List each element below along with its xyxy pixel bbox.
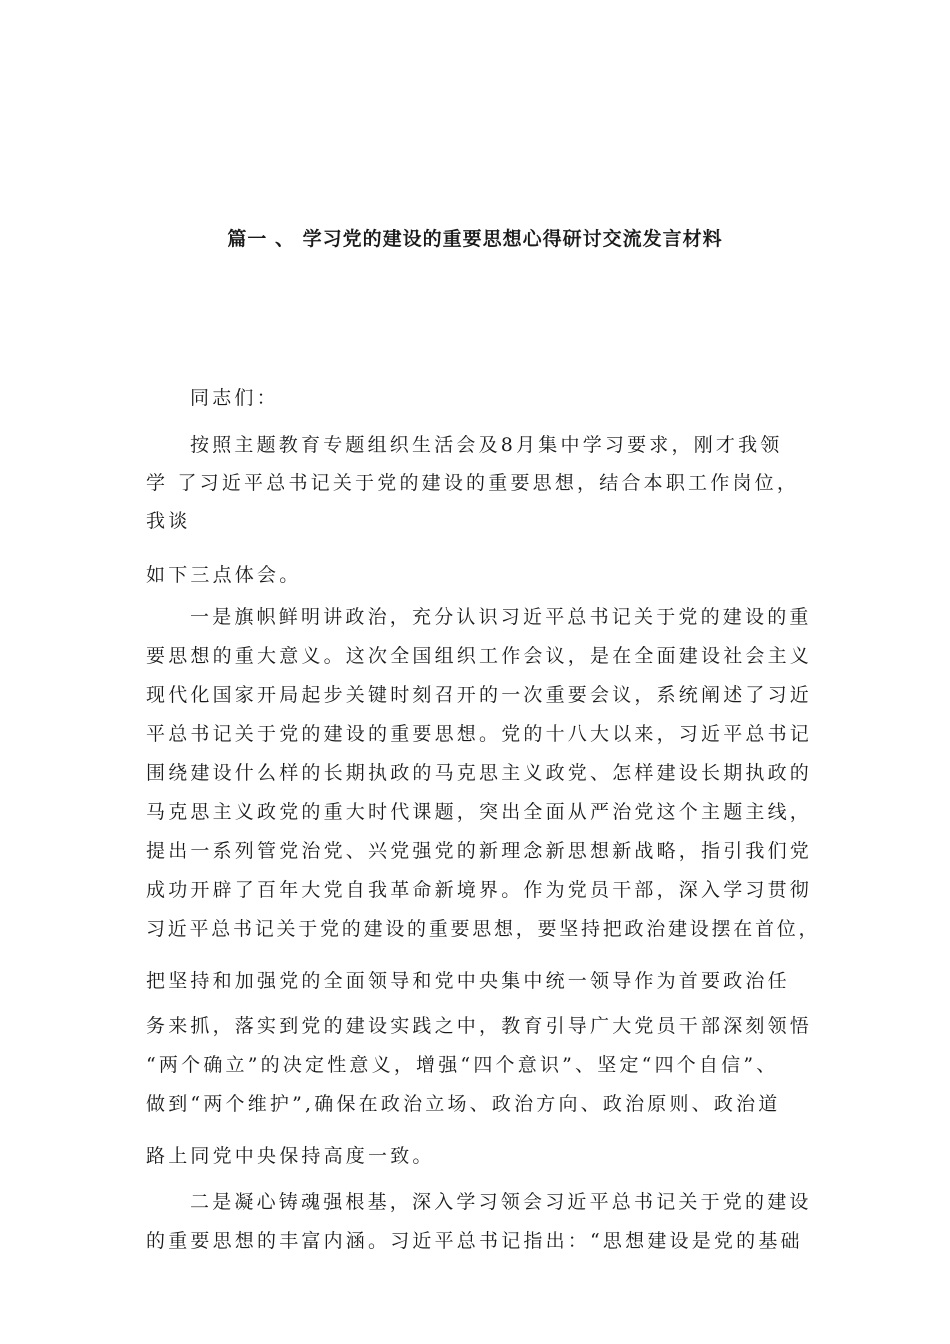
paragraph-line: 按照主题教育专题组织生活会及8月集中学习要求，刚才我领 [190,434,783,456]
paragraph-line: “两个确立”的决定性意义，增强“四个意识”、坚定“四个自信”、 [146,1054,779,1076]
paragraph-line: 习近平总书记关于党的建设的重要思想，要坚持把政治建设摆在首位， [146,918,821,940]
paragraph-line: 平总书记关于党的建设的重要思想。党的十八大以来，习近平总书记 [146,723,813,745]
paragraph-line: 围绕建设什么样的长期执政的马克思主义政党、怎样建设长期执政的 [146,762,813,784]
paragraph-line: 我谈 [146,510,191,532]
paragraph-line: 二是凝心铸魂强根基，深入学习领会习近平总书记关于党的建设 [190,1191,812,1213]
paragraph-line: 路上同党中央保持高度一致。 [146,1145,435,1167]
paragraph-line: 务来抓，落实到党的建设实践之中，教育引导广大党员干部深刻领悟 [146,1015,813,1037]
paragraph-line: 提出一系列管党治党、兴党强党的新理念新思想新战略，指引我们党 [146,840,813,862]
paragraph-line: 把坚持和加强党的全面领导和党中央集中统一领导作为首要政治任 [146,970,790,992]
salutation: 同志们： [190,387,279,409]
paragraph-line: 要思想的重大意义。这次全国组织工作会议，是在全面建设社会主义 [146,645,813,667]
document-title: 篇一 、 学习党的建设的重要思想心得研讨交流发言材料 [227,228,723,250]
paragraph-line: 做到“两个维护”,确保在政治立场、政治方向、政治原则、政治道 [146,1093,781,1115]
paragraph-line: 学 了习近平总书记关于党的建设的重要思想，结合本职工作岗位， [146,472,800,494]
paragraph-line: 一是旗帜鲜明讲政治，充分认识习近平总书记关于党的建设的重 [190,606,812,628]
paragraph-line: 马克思主义政党的重大时代课题，突出全面从严治党这个主题主线， [146,801,813,823]
paragraph-line: 如下三点体会。 [146,564,302,586]
paragraph-line: 成功开辟了百年大党自我革命新境界。作为党员干部，深入学习贯彻 [146,879,813,901]
paragraph-line: 的重要思想的丰富内涵。习近平总书记指出：“思想建设是党的基础 [146,1230,803,1252]
paragraph-line: 现代化国家开局起步关键时刻召开的一次重要会议，系统阐述了习近 [146,684,813,706]
